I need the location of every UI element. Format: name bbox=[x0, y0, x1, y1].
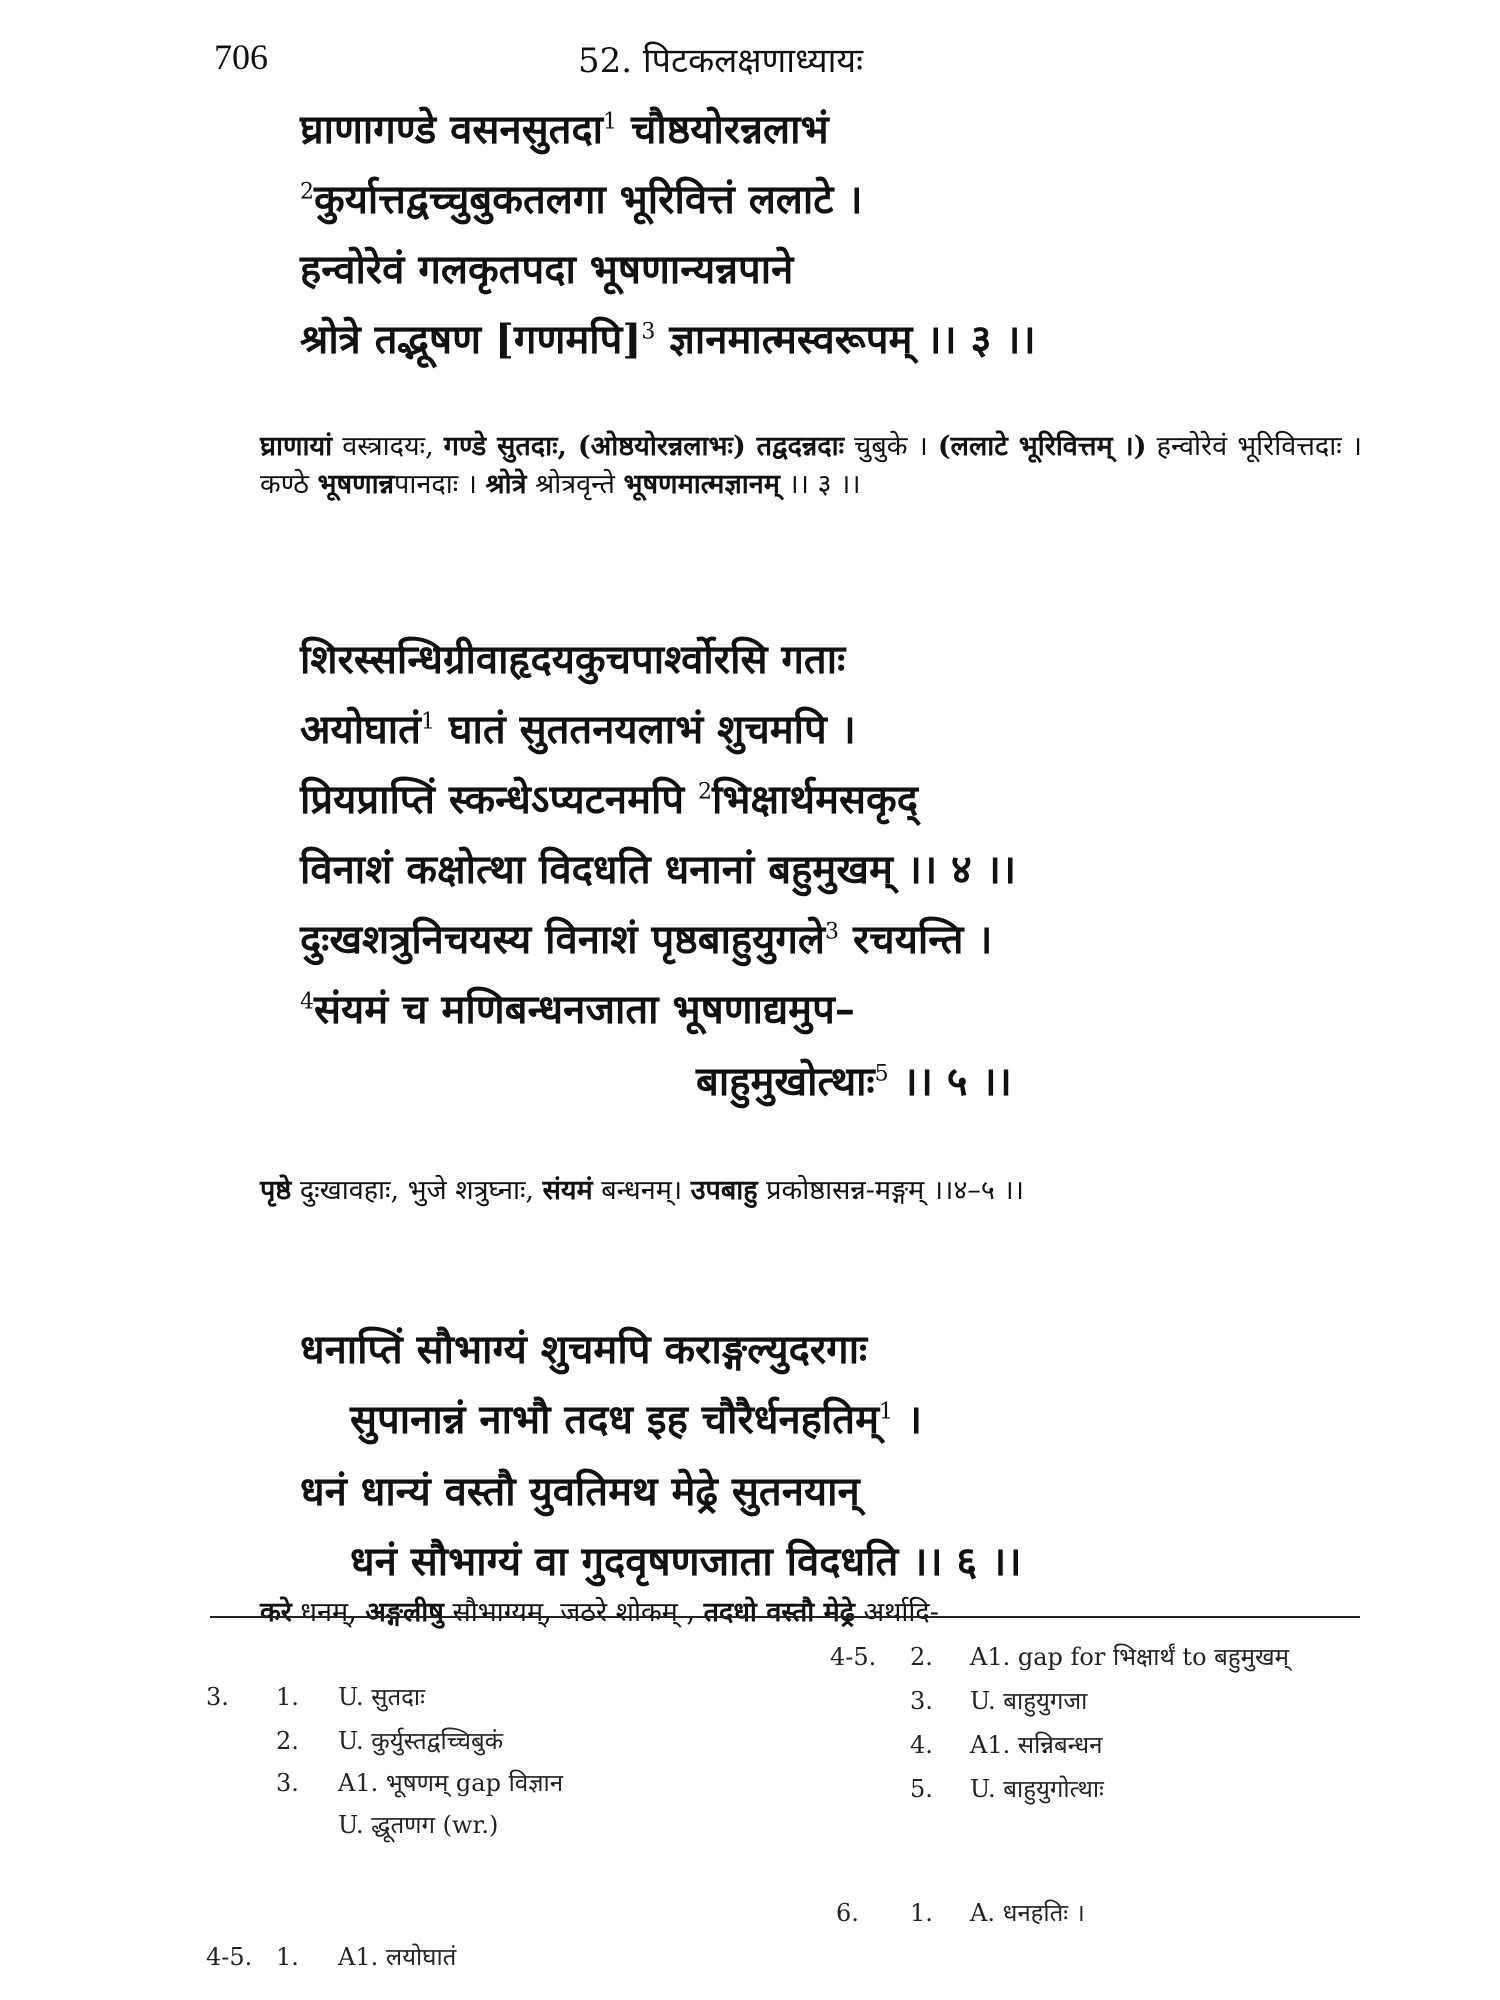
footnote-marker: 5 bbox=[874, 1061, 889, 1087]
verse-line: धनं धान्यं वस्तौ युवतिमथ मेढ्रे सुतनयान् bbox=[300, 1468, 860, 1515]
verse-line: $^4$संयमं च मणिबन्धनजाता भूषणाद्यमुप– bbox=[300, 986, 855, 1033]
verse-line: शिरस्सन्धिग्रीवाहृदयकुचपार्श्वोरसि गताः bbox=[300, 636, 846, 683]
footnote-marker: 1 bbox=[603, 109, 618, 135]
verse-line: अयोघातं$^1$ घातं सुततनयलाभं शुचमपि । bbox=[300, 706, 856, 753]
footnote-entry: 3. 1. U. सुतदाः bbox=[206, 1683, 425, 1711]
verse-line: श्रोत्रे तद्भूषण [गणमपि]$^3$ ज्ञानमात्मस्वरूपम् ।। ३ ।। bbox=[300, 316, 1036, 363]
footnote-entry: 5. U. बाहुयुगोत्थाः bbox=[910, 1775, 1104, 1803]
footnote-marker: 1 bbox=[878, 1399, 893, 1425]
commentary-6: करे धनम्, अङ्गलीषु सौभाग्यम्, जठरे शोकम् , तदधो वस्तौ मेढ्रे अर्थादि- bbox=[260, 1597, 939, 1628]
verse-line: धनं सौभाग्यं वा गुदवृषणजाता विदधति ।। ६ ।। bbox=[350, 1538, 1022, 1585]
footnote-marker: 3 bbox=[641, 319, 656, 345]
footnote-entry: 6. 1. A. धनहतिः । bbox=[836, 1899, 1085, 1927]
footnote-marker: 2 bbox=[698, 779, 713, 805]
verse-line: बाहुमुखोत्थाः$^5$ ।। ५ ।। bbox=[696, 1058, 1012, 1105]
verse-line: $^2$कुर्यात्तद्वच्चुबुकतलगा भूरिवित्तं ललाटे । bbox=[300, 176, 863, 223]
footnote-entry: 2. U. कुर्युस्तद्वच्चिबुकं bbox=[276, 1727, 504, 1755]
footnote-marker: 4 bbox=[300, 989, 314, 1015]
footnote-entry: 3. U. बाहुयुगजा bbox=[910, 1687, 1088, 1715]
verse-line: प्रियप्राप्तिं स्कन्धेऽप्यटनमपि $^2$भिक्षार्थमसकृद् bbox=[300, 776, 919, 823]
footnote-entry: 4-5. 1. A1. लयोघातं bbox=[206, 1943, 457, 1971]
verse-line: धनाप्तिं सौभाग्यं शुचमपि कराङ्गल्युदरगाः bbox=[300, 1326, 868, 1373]
verse-line: दुःखशत्रुनिचयस्य विनाशं पृष्ठबाहुयुगले$^3$ रचयन्ति । bbox=[300, 916, 993, 963]
footnote-entry: 4-5. 2. A1. gap for भिक्षार्थं to बहुमुखम् bbox=[830, 1643, 1289, 1671]
verse-line: विनाशं कक्षोत्था विदधति धनानां बहुमुखम् ।। ४ ।। bbox=[300, 846, 1017, 893]
footnote-marker: 2 bbox=[300, 179, 314, 205]
footnote-marker: 3 bbox=[825, 919, 840, 945]
footnote-divider bbox=[210, 1616, 1360, 1618]
footnote-entry: U. द्धूतणग (wr.) bbox=[338, 1811, 499, 1839]
commentary-4-5: पृष्ठे दुःखावहाः, भुजे शत्रुघ्नाः, संयमं बन्धनम्। उपबाहु प्रकोष्ठासन्न-मङ्गम् ।।४–५ ।। bbox=[260, 1175, 1024, 1206]
running-title: 52. पिटकलक्षणाध्यायः bbox=[578, 41, 863, 81]
footnote-marker: 1 bbox=[420, 709, 435, 735]
page-number: 706 bbox=[214, 37, 268, 77]
verse-line: हन्वोरेवं गलकृतपदा भूषणान्यन्नपाने bbox=[300, 246, 794, 293]
commentary-3: घ्राणायां वस्त्रादयः, गण्डे सुतदाः, (ओष्ठयोरन्नलाभः) तद्वदन्नदाः चुबुके । (ललाटे भूरिवित्तम् ।) हन्वोरेवं भूरिवित्तदाः । कण्ठे भूषणान्नपानदाः । श्रोत्रे श्रोत्रवृन्ते भूषणमात्मज्ञानम् ।। ३ ।। bbox=[260, 431, 1362, 500]
footnote-entry: 3. A1. भूषणम् gap विज्ञान bbox=[276, 1769, 564, 1797]
footnote-entry: 4. A1. सन्निबन्धन bbox=[910, 1731, 1103, 1759]
verse-line: घ्राणागण्डे वसनसुतदा$^1$ चौष्ठयोरन्नलाभं bbox=[300, 106, 829, 153]
verse-line: सुपानान्नं नाभौ तदध इह चौरैर्धनहतिम्$^1$ । bbox=[350, 1396, 923, 1443]
